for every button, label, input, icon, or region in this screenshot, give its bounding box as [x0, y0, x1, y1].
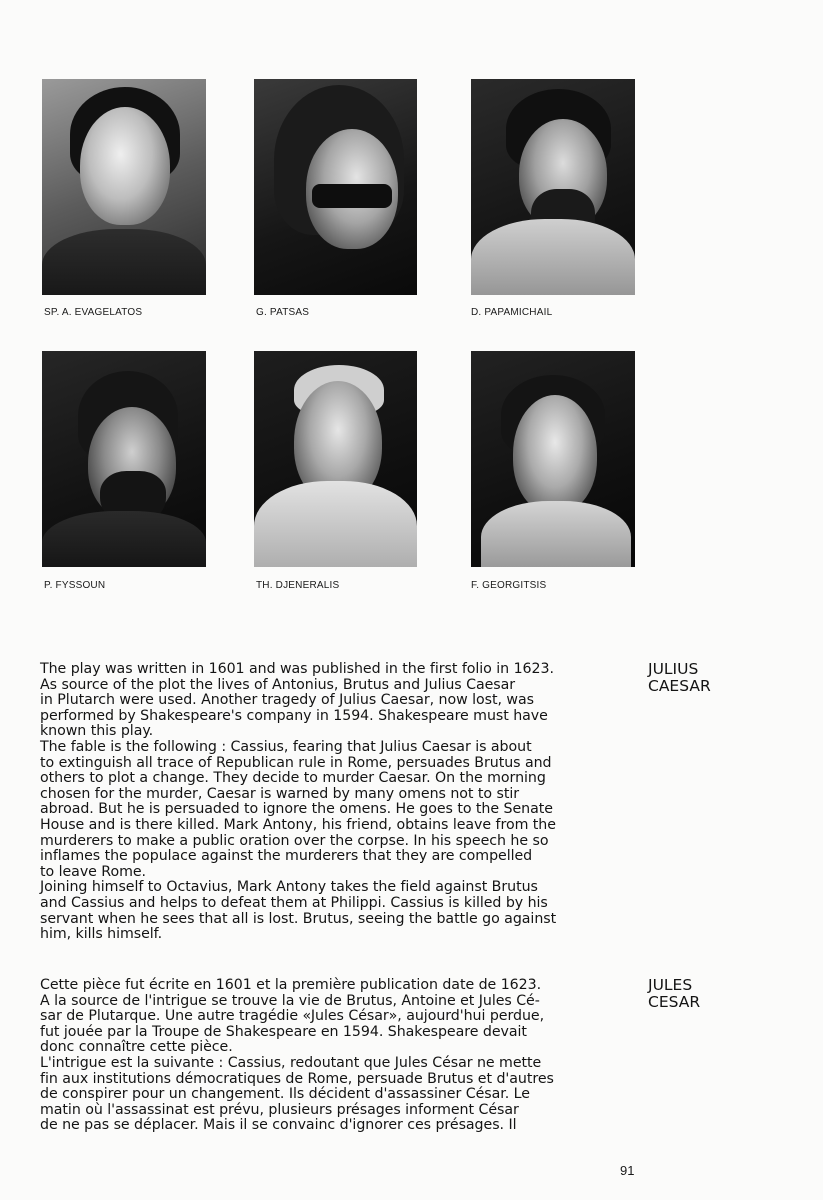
section-title-english: JULIUS CAESAR	[648, 660, 711, 695]
portrait-photo-evagelatos	[42, 79, 206, 295]
portrait-photo-papamichail	[471, 79, 635, 295]
english-paragraph: The fable is the following : Cassius, fearing that Julius Caesar is about to extinguish all trace of Republican rule in Rome, persuades Brutus and others to plot a change. They decide to murder Caesar. On the morning chosen for the murder, Caesar is warned by many omens not to stir abroad. But he is persuaded to ignore the omens. He goes to the Senate House and is there killed. Mark Antony, his friend, obtains leave from the murderers to make a public oration over the corpse. In his speech he so inflames the populace against the murderers that they are compelled to leave Rome.	[40, 738, 556, 880]
portrait-caption-evagelatos: SP. A. EVAGELATOS	[44, 307, 143, 318]
portrait-caption-fyssoun: P. FYSSOUN	[44, 580, 106, 591]
portrait-caption-patsas: G. PATSAS	[256, 307, 310, 318]
glasses-shape	[312, 184, 392, 208]
section-title-french: JULES CESAR	[648, 976, 701, 1011]
portrait-photo-djeneralis	[254, 351, 417, 567]
french-paragraph: Cette pièce fut écrite en 1601 et la première publication date de 1623. A la source de l'intrigue se trouve la vie de Brutus, Antoine et Jules Cé- sar de Plutarque. Une autre tragédie «Jules César», aujourd'hui perdue, fut jouée par la Troupe de Shakespeare en 1594. Shakespeare devait donc connaître cette pièce.	[40, 977, 545, 1056]
french-paragraph: L'intrigue est la suivante : Cassius, redoutant que Jules César ne mette fin aux institutions démocratiques de Rome, persuade Brutus et d'autres de conspirer pour un changement. Ils décident d'assassiner César. Le matin où l'assassinat est prévu, plusieurs présages informent César de ne pas se déplacer. Mais il se convainc d'ignorer ces présages. Il	[40, 1054, 554, 1134]
portrait-photo-georgitsis	[471, 351, 635, 567]
english-paragraph: The play was written in 1601 and was published in the first folio in 1623. As source of the plot the lives of Antonius, Brutus and Julius Caesar in Plutarch were used. Another tragedy of Julius Caesar, now lost, was performed by Shakespeare's company in 1594. Shakespeare must have known this play.	[40, 661, 554, 740]
english-text	[40, 662, 640, 943]
portrait-caption-papamichail: D. PAPAMICHAIL	[471, 307, 553, 318]
portrait-caption-georgitsis: F. GEORGITSIS	[471, 580, 547, 591]
portrait-photo-patsas	[254, 79, 417, 295]
portrait-photo-fyssoun	[42, 351, 206, 567]
portrait-caption-djeneralis: TH. DJENERALIS	[256, 580, 340, 591]
page-number: 91	[620, 1163, 635, 1178]
english-paragraph: Joining himself to Octavius, Mark Antony takes the field against Brutus and Cassius and helps to defeat them at Philippi. Cassius is killed by his servant when he sees that all is lost. Brutus, seeing the battle go against him, kills himself.	[40, 879, 557, 943]
french-text	[40, 978, 640, 1134]
